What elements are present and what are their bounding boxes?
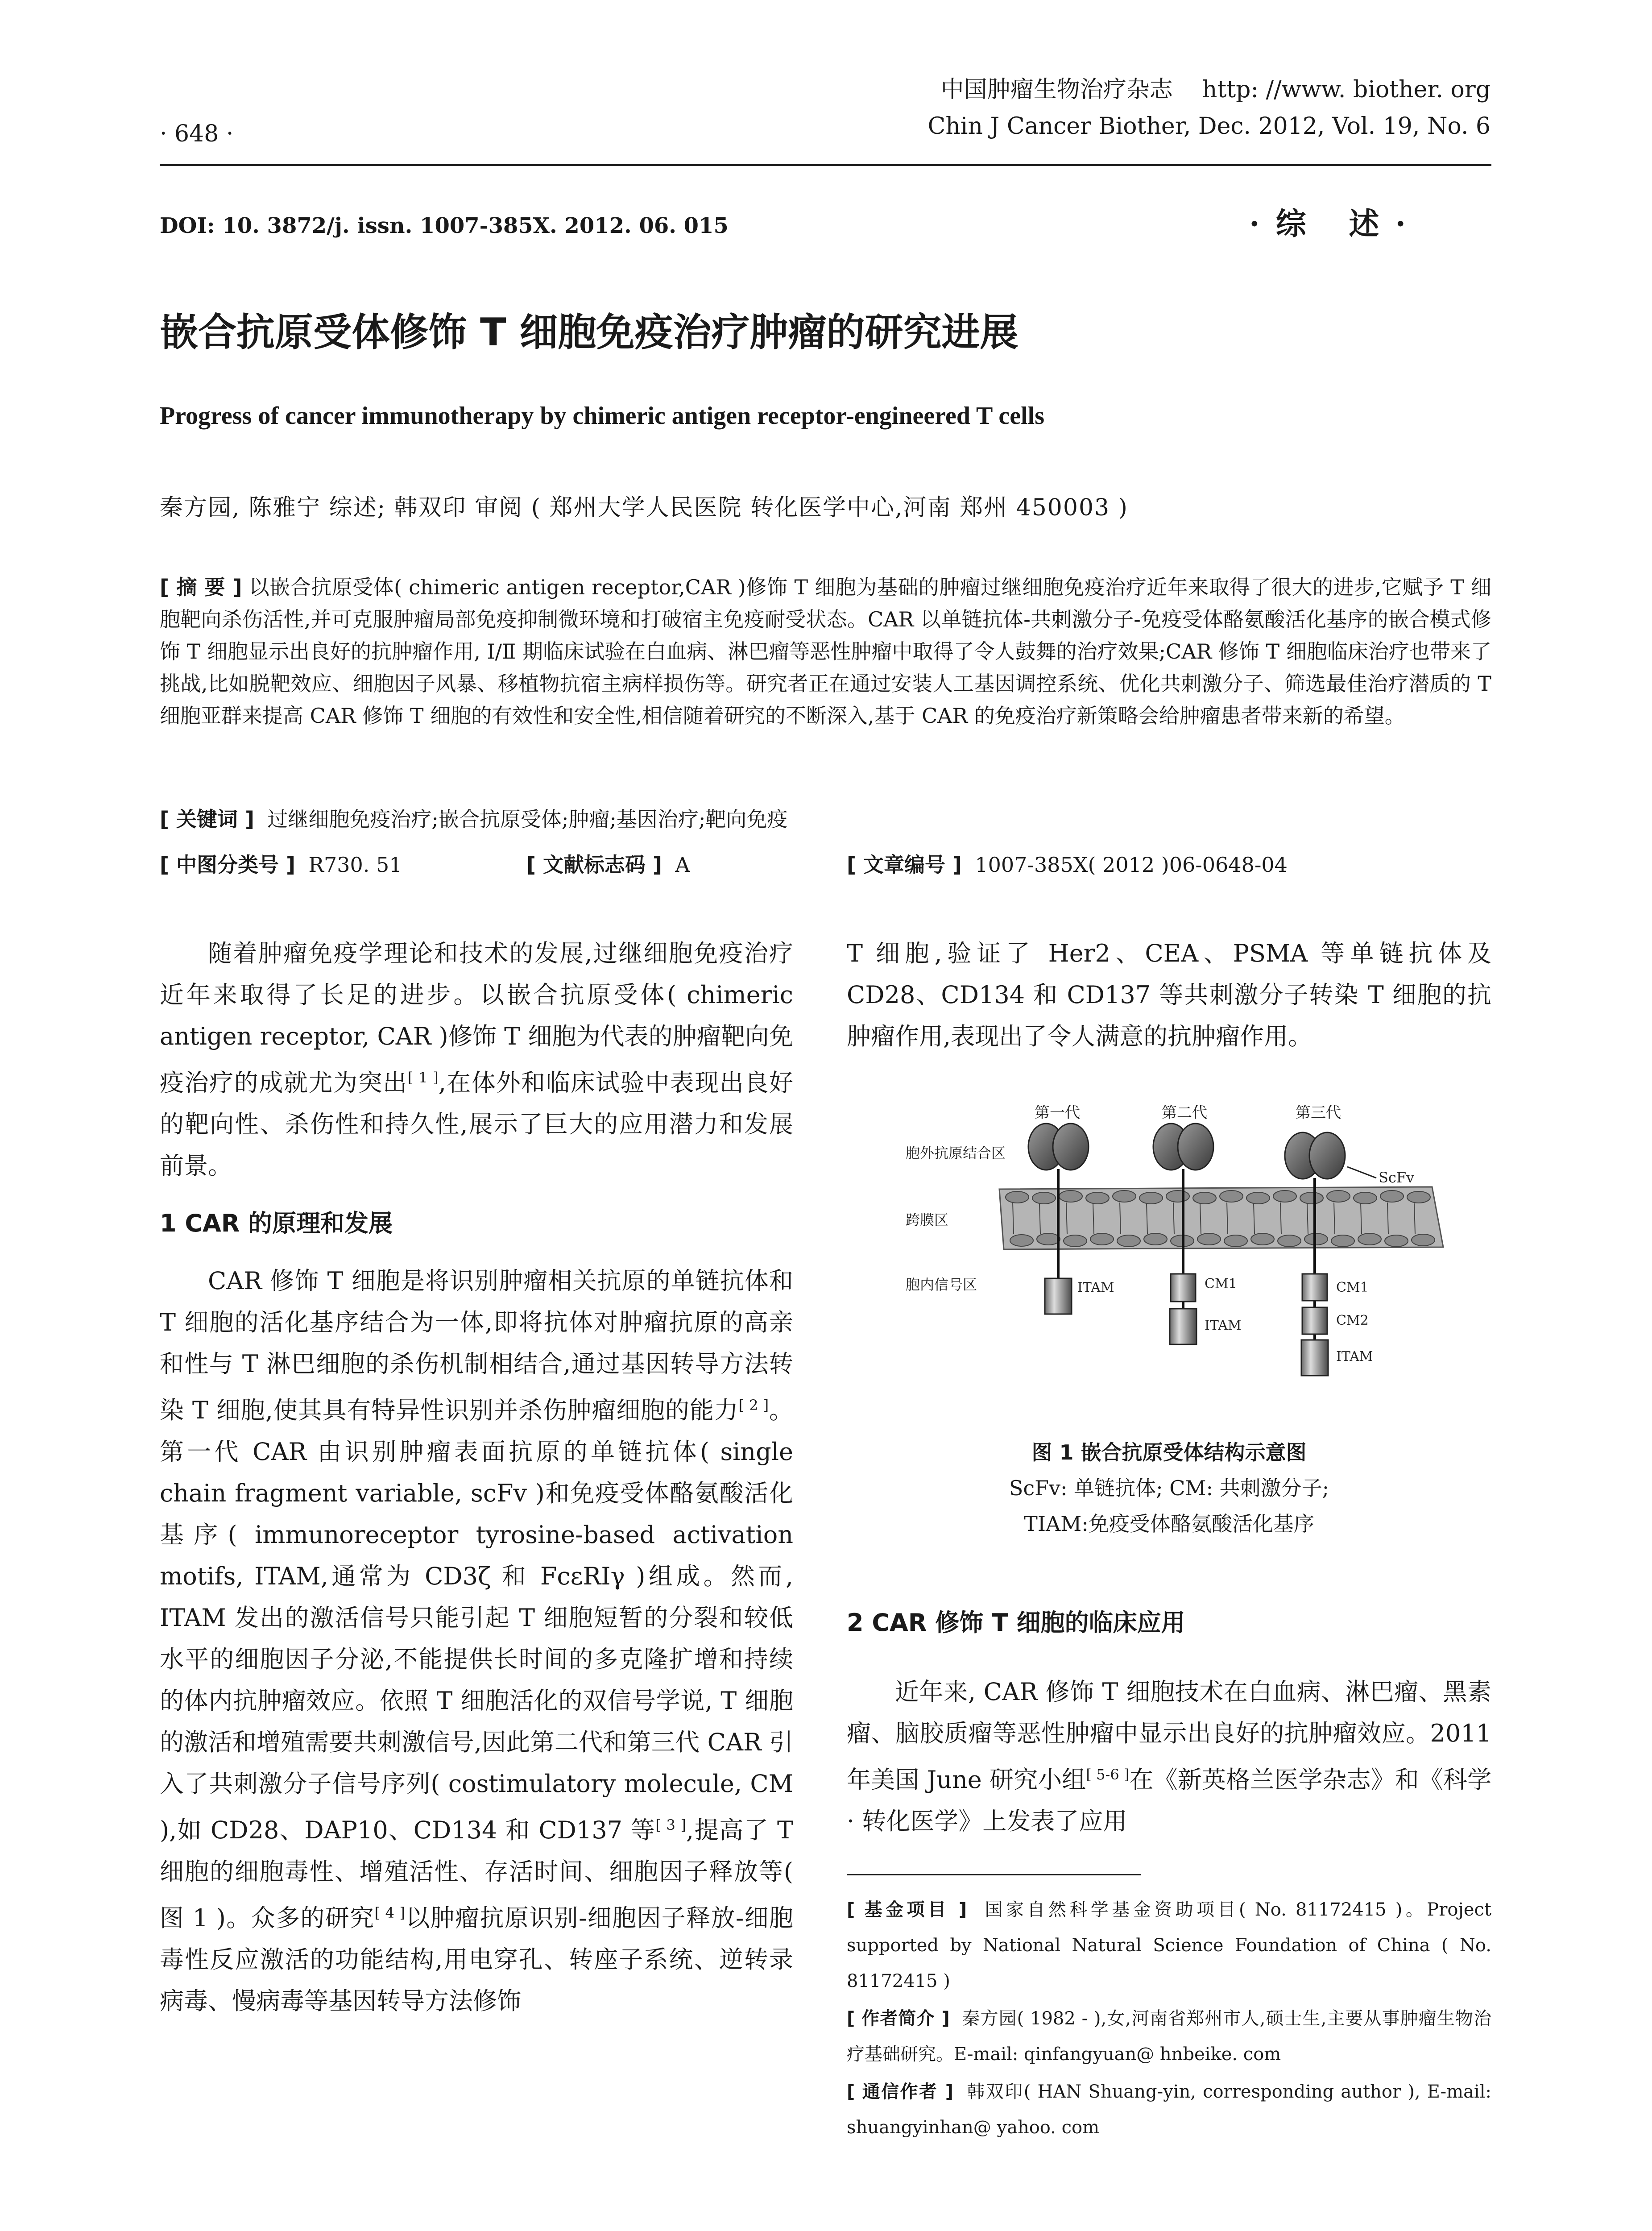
figure-caption-title: 图 1 嵌合抗原受体结构示意图 bbox=[1031, 1440, 1307, 1464]
gen1-itam-domain bbox=[1045, 1278, 1072, 1314]
gen1-label: 第一代 bbox=[1035, 1104, 1080, 1122]
corresponding-text: 韩双印( HAN Shuang-yin, corresponding author ), E-mail: shuangyinhan@ yahoo. com bbox=[847, 2082, 1491, 2138]
section-2-paragraph bbox=[847, 1671, 1491, 1842]
page-number: · 648 · bbox=[160, 120, 234, 147]
gen1-scfv-domain-b bbox=[1053, 1124, 1089, 1170]
intro-text-a: 随着肿瘤免疫学理论和技术的发展,过继细胞免疫治疗近年来取得了长足的进步。以嵌合抗原受体( chimeric antigen receptor, CAR )修饰 T 细胞为代表的肿瘤靶向免疫治疗的成就尤为突出 bbox=[160, 939, 793, 1097]
transmembrane-label: 跨膜区 bbox=[906, 1211, 949, 1228]
funding-text: 国家自然科学基金资助项目( No. 81172415 )。Project supported by National Natural Science Foundation of China ( No. 81172415 ) bbox=[847, 1899, 1491, 1991]
gen2-itam-domain bbox=[1170, 1309, 1197, 1344]
right-column-bottom bbox=[847, 1602, 1491, 1842]
citation-3[interactable]: [ 3 ] bbox=[655, 1816, 686, 1833]
abstract bbox=[160, 571, 1491, 732]
section-1-paragraph bbox=[160, 1260, 793, 2022]
sec1-text-c: ,提高了 T 细胞的细胞毒性、增殖活性、存活时间、细胞因子释放等( 图 1 )。众多的研究 bbox=[160, 1816, 793, 1932]
article-title-en: Progress of cancer immunotherapy by chimeric antigen receptor-engineered T cells bbox=[160, 402, 1044, 430]
doi[interactable]: DOI: 10. 3872/j. issn. 1007-385X. 2012. 06. 015 bbox=[160, 213, 729, 238]
gen1-itam-label: ITAM bbox=[1077, 1280, 1114, 1295]
clc-value: R730. 51 bbox=[308, 853, 402, 877]
doccode-label: [ 文献标志码 ] bbox=[526, 853, 662, 877]
funding-label: [ 基金项目 ] bbox=[847, 1899, 967, 1920]
author-bio-label: [ 作者简介 ] bbox=[847, 2008, 950, 2029]
keywords bbox=[160, 803, 787, 833]
figure-caption-line-1: ScFv: 单链抗体; CM: 共刺激分子; bbox=[1009, 1476, 1329, 1500]
journal-url[interactable]: http: //www. biother. org bbox=[1202, 76, 1491, 103]
articleno-label: [ 文章编号 ] bbox=[847, 853, 962, 877]
sec1-text-d: 以肿瘤抗原识别-细胞因子释放-细胞毒性反应激活的功能结构,用电穿孔、转座子系统、逆转录病毒、慢病毒等基因转导方法修饰 bbox=[160, 1904, 793, 2015]
sec1-text-a: CAR 修饰 T 细胞是将识别肿瘤相关抗原的单链抗体和 T 细胞的活化基序结合为一体,即将抗体对肿瘤抗原的高亲和性与 T 淋巴细胞的杀伤机制相结合,通过基因转导方法转染 T 细胞,使其具有特异性识别并杀伤肿瘤细胞的能力 bbox=[160, 1267, 793, 1424]
author-line: 秦方园, 陈雅宁 综述; 韩双印 审阅 ( 郑州大学人民医院 转化医学中心,河南 郑州 450003 ) bbox=[160, 494, 1128, 521]
intro-text-b: ,在体外和临床试验中表现出良好的靶向性、杀伤性和持久性,展示了巨大的应用潜力和发展前景。 bbox=[160, 1069, 794, 1180]
cell-membrane bbox=[999, 1187, 1443, 1249]
gen2-itam-label: ITAM bbox=[1205, 1318, 1242, 1333]
column-label: ·综 述· bbox=[1249, 206, 1422, 242]
journal-citation: Chin J Cancer Biother, Dec. 2012, Vol. 19, No. 6 bbox=[927, 113, 1491, 140]
article-title-zh: 嵌合抗原受体修饰 T 细胞免疫治疗肿瘤的研究进展 bbox=[160, 310, 1019, 355]
figure-caption-line-2: TIAM:免疫受体酪氨酸活化基序 bbox=[1024, 1512, 1314, 1536]
sec2-text-b: 在《新英格兰医学杂志》和《科学 · 转化医学》上发表了应用 bbox=[847, 1766, 1492, 1835]
doccode-value: A bbox=[675, 853, 690, 877]
gen2-cm1-label: CM1 bbox=[1205, 1276, 1237, 1292]
gen2-scfv-domain-b bbox=[1178, 1124, 1213, 1170]
header-rule bbox=[160, 164, 1491, 166]
intro-paragraph bbox=[160, 933, 793, 1186]
figure-caption bbox=[847, 1435, 1491, 1542]
gen3-cm2-label: CM2 bbox=[1336, 1313, 1369, 1328]
gen3-cm2-domain bbox=[1302, 1307, 1327, 1334]
sec2-text-a: 近年来, CAR 修饰 T 细胞技术在白血病、淋巴瘤、黑素瘤、脑胶质瘤等恶性肿瘤中显示出良好的抗肿瘤效应。2011 年美国 June 研究小组 bbox=[847, 1678, 1491, 1794]
right-column-top bbox=[847, 933, 1491, 1057]
right-top-paragraph: T 细胞,验证了 Her2、CEA、PSMA 等单链抗体及 CD28、CD134 和 CD137 等共刺激分子转染 T 细胞的抗肿瘤作用,表现出了令人满意的抗肿瘤作用。 bbox=[847, 939, 1491, 1050]
gen3-cm1-label: CM1 bbox=[1336, 1280, 1369, 1295]
citation-1[interactable]: [ 1 ] bbox=[407, 1069, 439, 1086]
car-structure-figure bbox=[897, 1095, 1459, 1408]
journal-name-zh: 中国肿瘤生物治疗杂志 bbox=[940, 76, 1173, 103]
gen2-cm1-domain bbox=[1171, 1274, 1196, 1302]
keywords-text: 过继细胞免疫治疗;嵌合抗原受体;肿瘤;基因治疗;靶向免疫 bbox=[267, 807, 788, 831]
citation-2[interactable]: [ 2 ] bbox=[738, 1397, 769, 1414]
clc-number bbox=[160, 849, 402, 878]
gen3-label: 第三代 bbox=[1296, 1104, 1341, 1122]
author-bio-note bbox=[847, 2001, 1491, 2072]
citation-5-6[interactable]: [ 5-6 ] bbox=[1086, 1766, 1130, 1783]
corresponding-author-note bbox=[847, 2074, 1491, 2145]
articleno-value: 1007-385X( 2012 )06-0648-04 bbox=[975, 853, 1288, 877]
gen3-itam-label: ITAM bbox=[1336, 1349, 1373, 1364]
citation-4[interactable]: [ 4 ] bbox=[374, 1904, 406, 1921]
corresponding-label: [ 通信作者 ] bbox=[847, 2082, 954, 2102]
footnotes bbox=[847, 1892, 1491, 2145]
gen3-cm1-domain bbox=[1302, 1274, 1327, 1301]
article-number bbox=[847, 849, 1288, 878]
sec1-text-b: 。第一代 CAR 由识别肿瘤表面抗原的单链抗体( single chain fragment variable, scFv )和免疫受体酪氨酸活化基序( immunoreceptor tyrosine-based activation motifs, ITAM,通常为 CD3ζ 和 FcεRIγ )组成。然而, ITAM 发出的激活信号只能引起 T 细胞短暂的分裂和较低水平的细胞因子分泌,不能提供长时间的多克隆扩增和持续的体内抗肿瘤效应。依照 T 细胞活化的双信号学说, T 细胞的激活和增殖需要共刺激信号,因此第二代和第三代 CAR 引入了共刺激分子信号序列( costimulatory molecule, CM ),如 CD28、DAP10、CD134 和 CD137 等 bbox=[160, 1396, 794, 1844]
intracellular-label: 胞内信号区 bbox=[906, 1276, 977, 1293]
document-code bbox=[526, 849, 690, 878]
gen2-label: 第二代 bbox=[1162, 1104, 1207, 1122]
footnote-rule bbox=[847, 1874, 1141, 1875]
gen3-scfv-domain-b bbox=[1309, 1132, 1345, 1179]
section-1-heading: 1 CAR 的原理和发展 bbox=[160, 1209, 393, 1237]
gen3-itam-domain bbox=[1301, 1340, 1328, 1376]
gen3-receptor bbox=[1285, 1132, 1376, 1376]
abstract-text: 以嵌合抗原受体( chimeric antigen receptor,CAR )修饰 T 细胞为基础的肿瘤过继细胞免疫治疗近年来取得了很大的进步,它赋予 T 细胞靶向杀伤活性,并可克服肿瘤局部免疫抑制微环境和打破宿主免疫耐受状态。CAR 以单链抗体-共刺激分子-免疫受体酪氨酸活化基序的嵌合模式修饰 T 细胞显示出良好的抗肿瘤作用, Ⅰ/Ⅱ 期临床试验在白血病、淋巴瘤等恶性肿瘤中取得了令人鼓舞的治疗效果;CAR 修饰 T 细胞临床治疗也带来了挑战,比如脱靶效应、细胞因子风暴、移植物抗宿主病样损伤等。研究者正在通过安装人工基因调控系统、优化共刺激分子、筛选最佳治疗潜质的 T 细胞亚群来提高 CAR 修饰 T 细胞的有效性和安全性,相信随着研究的不断深入,基于 CAR 的免疫治疗新策略会给肿瘤患者带来新的希望。 bbox=[160, 575, 1492, 728]
running-header bbox=[928, 71, 1491, 145]
keywords-label: [ 关键词 ] bbox=[160, 807, 255, 831]
extracellular-label: 胞外抗原结合区 bbox=[906, 1145, 1006, 1161]
section-2-heading: 2 CAR 修饰 T 细胞的临床应用 bbox=[847, 1609, 1185, 1637]
clc-label: [ 中图分类号 ] bbox=[160, 853, 296, 877]
left-column bbox=[160, 933, 793, 2022]
scfv-label: ScFv bbox=[1379, 1169, 1415, 1186]
abstract-label: [ 摘 要 ] bbox=[160, 575, 242, 599]
author-bio-text: 秦方园( 1982 - ),女,河南省郑州市人,硕士生,主要从事肿瘤生物治疗基础研究。E-mail: qinfangyuan@ hnbeike. com bbox=[847, 2008, 1491, 2065]
funding-note bbox=[847, 1892, 1491, 1999]
